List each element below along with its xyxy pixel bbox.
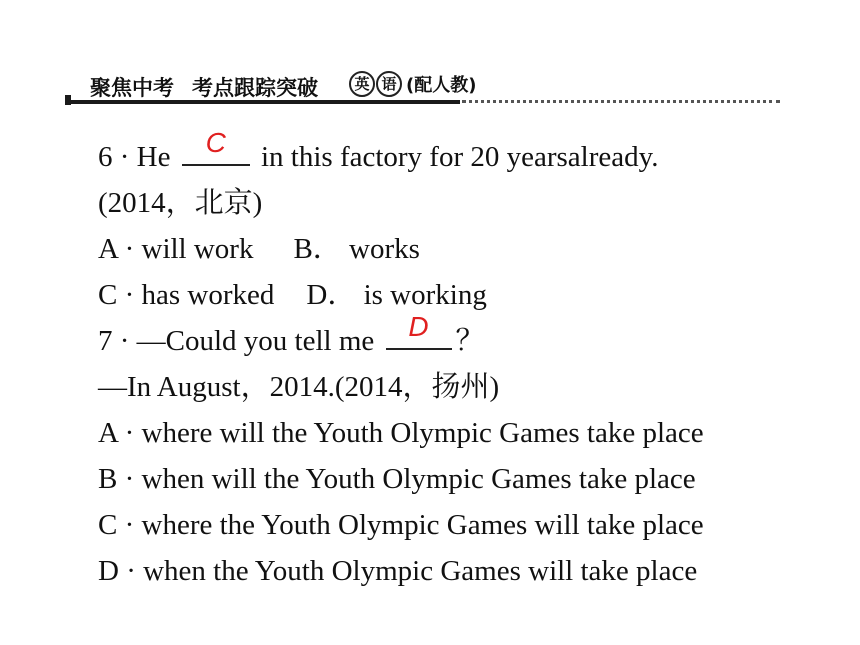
header-title-part1: 聚焦中考	[90, 76, 174, 100]
badge-circle-1: 英	[349, 71, 375, 97]
question-6-options-row-2	[98, 272, 838, 318]
answer-mark: D	[408, 311, 429, 342]
question-6-options-row-1	[98, 226, 838, 272]
answer-blank	[386, 311, 452, 350]
answer-mark: C	[205, 127, 226, 158]
question-list	[98, 127, 838, 594]
header-title	[90, 72, 318, 102]
question-7-option-c: C · where the Youth Olympic Games will take place	[98, 509, 704, 541]
badge-edition: (配人教)	[406, 75, 477, 96]
question-7-response: —In August，2014.(2014，扬州)	[98, 371, 500, 403]
question-6-stem: 6 · He C in this factory for 20 yearsalready.	[98, 127, 659, 173]
page-header	[60, 60, 780, 110]
question-7-option-a: A · where will the Youth Olympic Games take place	[98, 417, 704, 449]
answer-blank	[182, 127, 250, 166]
question-7-option-d: D · when the Youth Olympic Games will take place	[98, 555, 698, 587]
header-dotted-rule	[462, 100, 780, 103]
option-a: A · will work	[98, 233, 254, 265]
badge-circle-2: 语	[376, 71, 402, 97]
header-title-part2: 考点跟踪突破	[192, 76, 318, 100]
option-b: B． works	[293, 233, 420, 265]
option-c: C · has worked	[98, 279, 275, 311]
subject-badge	[349, 66, 476, 102]
question-6-source: (2014，北京)	[98, 187, 263, 219]
question-7-option-b: B · when will the Youth Olympic Games take place	[98, 463, 696, 495]
question-7-stem: 7 · —Could you tell me D ？	[98, 311, 485, 357]
option-d: D． is working	[306, 279, 487, 311]
header-solid-rule	[65, 100, 460, 104]
